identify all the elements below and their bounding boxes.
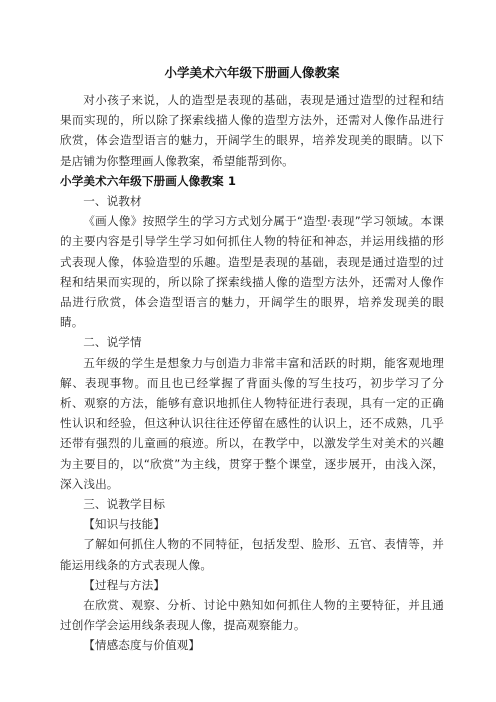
paragraph: 三、说教学目标 <box>83 497 166 512</box>
paragraph: 一、说教材 <box>83 194 142 209</box>
paragraph: 【情感态度与价值观】 <box>83 638 201 653</box>
paragraph: 二、说学情 <box>83 335 142 350</box>
paragraph: 【知识与技能】 <box>83 517 166 532</box>
paragraph: 了解如何抓住人物的不同特征，包括发型、脸形、五官、表情等，并能运用线条的方式表现人像。 <box>60 537 444 572</box>
paragraph: 《画人像》按照学生的学习方式划分属于“造型·表现”学习领域。本课的主要内容是引导学生学习如何抓住人物的特征和神态，并运用线描的形式表现人像，体验造型的乐趣。造型是表现的基础，表现是通过造型的过程和结果而实现的，所以除了探索线描人像的造型方法外，还需对人像作品进行欣赏，体会造型语言的魅力，开阔学生的眼界，培养发现美的眼睛。 <box>60 214 444 330</box>
section-heading: 小学美术六年级下册画人像教案 1 <box>60 173 237 188</box>
paragraph: 五年级的学生是想象力与创造力非常丰富和活跃的时期，能客观地理解、表现事物。而且也已经掌握了背面头像的写生技巧，初步学习了分析、观察的方法，能够有意识地抓住人物特征进行表现，具有一定的正确性认识和经验，但这种认识往往还停留在感性的认识上，还不成熟，几乎还带有强烈的儿童画的痕迹。所以，在教学中，以激发学生对美术的兴趣为主要目的，以“欣赏”为主线，贯穿于整个课堂，逐步展开，由浅入深，深入浅出。 <box>60 355 444 491</box>
paragraph: 【过程与方法】 <box>83 577 166 592</box>
paragraph: 对小孩子来说，人的造型是表现的基础，表现是通过造型的过程和结果而实现的，所以除了探索线描人像的造型方法外，还需对人像作品进行欣赏，体会造型语言的魅力，开阔学生的眼界，培养发现美的眼睛。以下是店铺为你整理画人像教案，希望能帮到你。 <box>60 93 444 168</box>
document-body <box>60 90 444 656</box>
paragraph: 在欣赏、观察、分析、讨论中熟知如何抓住人物的主要特征，并且通过创作学会运用线条表现人像，提高观察能力。 <box>60 598 444 633</box>
document-title: 小学美术六年级下册画人像教案 <box>164 65 340 80</box>
